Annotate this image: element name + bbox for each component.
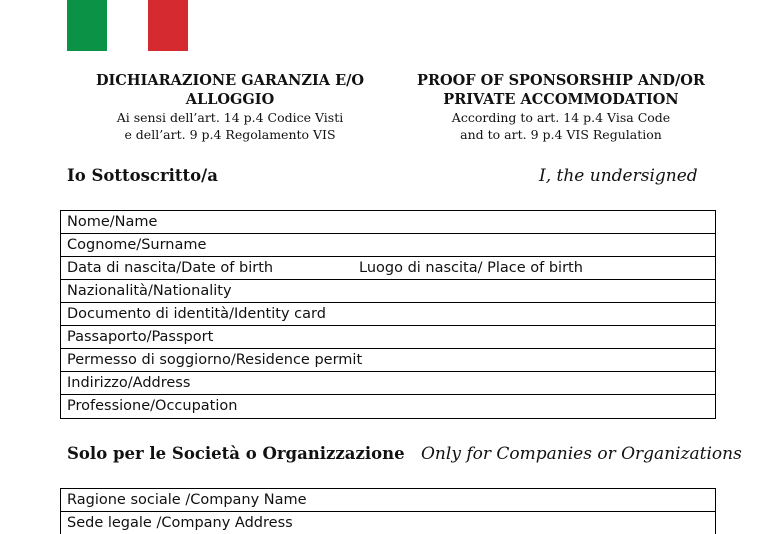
field-passport[interactable]	[61, 326, 715, 349]
companies-label-en: Only for Companies or Organizations	[421, 444, 742, 464]
header-en-sub-line2: and to art. 9 p.4 VIS Regulation	[460, 127, 662, 142]
header-it-sub-line2: e dell’art. 9 p.4 Regolamento VIS	[124, 127, 336, 142]
field-surname-label: Cognome/Surname	[67, 237, 207, 253]
field-residence-permit[interactable]	[61, 349, 715, 372]
field-passport-label: Passaporto/Passport	[67, 329, 214, 345]
field-company-name-label: Ragione sociale /Company Name	[67, 492, 307, 508]
field-birth[interactable]	[61, 257, 715, 280]
companies-label-it: Solo per le Società o Organizzazione	[67, 444, 405, 463]
header-en-sub-line1: According to art. 14 p.4 Visa Code	[451, 110, 671, 125]
field-address-label: Indirizzo/Address	[67, 375, 191, 391]
personal-details-table	[60, 210, 716, 419]
field-address[interactable]	[61, 372, 715, 395]
flag-white-stripe	[107, 0, 147, 51]
field-surname[interactable]	[61, 234, 715, 257]
header-en-title-line2: PRIVATE ACCOMMODATION	[443, 91, 679, 108]
field-company-address[interactable]	[61, 512, 715, 534]
field-identity-card-label: Documento di identità/Identity card	[67, 306, 326, 322]
italian-flag	[67, 0, 188, 51]
field-date-of-birth-label: Data di nascita/Date of birth	[67, 260, 274, 276]
header-english	[400, 71, 722, 143]
flag-green-stripe	[67, 0, 107, 51]
field-company-name[interactable]	[61, 489, 715, 512]
undersigned-label-it: Io Sottoscritto/a	[67, 166, 218, 185]
field-company-address-label: Sede legale /Company Address	[67, 515, 293, 531]
flag-red-stripe	[148, 0, 188, 51]
field-name[interactable]	[61, 211, 715, 234]
field-nationality-label: Nazionalità/Nationality	[67, 283, 232, 299]
field-nationality[interactable]	[61, 280, 715, 303]
field-occupation[interactable]	[61, 395, 715, 418]
header-it-title-line1: DICHIARAZIONE GARANZIA E/O	[95, 72, 365, 89]
header-it-sub-line1: Ai sensi dell’art. 14 p.4 Codice Visti	[116, 110, 344, 125]
field-name-label: Nome/Name	[67, 214, 158, 230]
header-italian	[60, 71, 400, 143]
company-details-table	[60, 488, 716, 534]
header-it-title-line2: ALLOGGIO	[185, 91, 275, 108]
header-en-title-line1: PROOF OF SPONSORSHIP AND/OR	[417, 72, 705, 89]
field-place-of-birth-label: Luogo di nascita/ Place of birth	[359, 260, 583, 276]
field-residence-permit-label: Permesso di soggiorno/Residence permit	[67, 352, 363, 368]
field-identity-card[interactable]	[61, 303, 715, 326]
undersigned-label-en: I, the undersigned	[539, 166, 698, 186]
field-occupation-label: Professione/Occupation	[67, 398, 238, 414]
